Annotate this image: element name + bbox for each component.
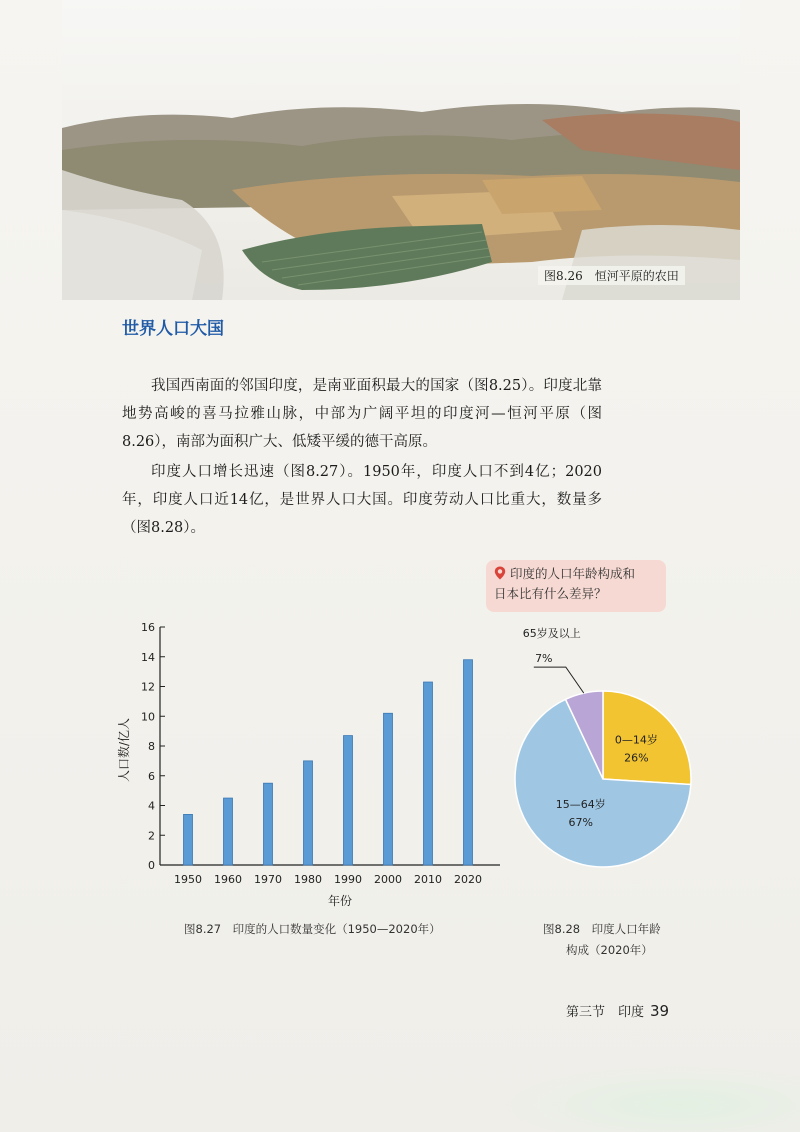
y-tick-label: 10: [141, 710, 155, 724]
question-line-1: 印度的人口年龄构成和: [510, 566, 636, 581]
question-callout: [486, 560, 666, 612]
population-bar-chart: [100, 615, 510, 915]
slice-value: 67%: [568, 815, 593, 829]
slice-value: 26%: [624, 751, 649, 765]
bar: [424, 682, 433, 865]
age-structure-pie-chart: [505, 625, 705, 895]
x-axis-label: 年份: [327, 894, 353, 908]
pie-caption-line-1: 图8.28 印度人口年龄: [543, 922, 661, 936]
y-tick-label: 4: [148, 799, 155, 813]
footer-section: 第三节 印度: [566, 1005, 645, 1020]
x-tick-label: 2010: [414, 873, 442, 886]
x-tick-label: 1990: [334, 873, 362, 886]
paragraph: 印度人口增长迅速（图8.27）。1950年，印度人口不到4亿；2020年，印度人口近14亿，是世界人口大国。印度劳动人口比重大，数量多（图8.28）。: [122, 464, 602, 536]
location-pin-icon: [494, 566, 506, 580]
slice-label: 0—14岁: [614, 733, 658, 747]
leader-line: [534, 667, 584, 693]
section-heading: 世界人口大国: [122, 319, 224, 339]
bar: [264, 783, 273, 865]
y-tick-label: 0: [148, 859, 155, 872]
bar: [344, 736, 353, 865]
y-tick-label: 2: [148, 829, 155, 843]
y-tick-label: 14: [141, 650, 155, 664]
y-tick-label: 16: [141, 621, 155, 634]
x-tick-label: 2020: [454, 873, 482, 886]
photo-glare: [500, 1064, 800, 1132]
farmland-photo: [62, 0, 740, 300]
bar: [384, 713, 393, 865]
page-footer: [566, 1001, 669, 1020]
figure-number: 图8.26: [544, 269, 583, 283]
bar: [184, 814, 193, 865]
x-tick-label: 1960: [214, 873, 242, 886]
question-line-2: 日本比有什么差异？: [494, 586, 607, 601]
slice-label: 65岁及以上: [522, 627, 581, 641]
pie-caption-line-2: 构成（2020年）: [566, 943, 653, 957]
y-axis-label: 人口数/亿人: [117, 717, 131, 782]
body-text: [122, 372, 602, 544]
y-tick-label: 6: [148, 769, 155, 783]
bar: [304, 761, 313, 865]
paragraph: 我国西南面的邻国印度，是南亚面积最大的国家（图8.25）。印度北靠地势高峻的喜马拉雅山脉，中部为广阔平坦的印度河—恒河平原（图8.26），南部为面积广大、低矮平缓的德干高原。: [122, 378, 602, 450]
y-tick-label: 12: [141, 680, 155, 694]
x-tick-label: 1970: [254, 873, 282, 886]
bar-chart-caption: 图8.27 印度的人口数量变化（1950—2020年）: [184, 922, 441, 936]
page-number: 39: [650, 1002, 670, 1020]
slice-label: 15—64岁: [555, 797, 606, 811]
x-tick-label: 1980: [294, 873, 322, 886]
slice-value: 7%: [535, 652, 553, 666]
bar: [464, 660, 473, 865]
photo-caption: [538, 266, 685, 285]
y-tick-label: 8: [148, 740, 155, 753]
x-tick-label: 2000: [374, 873, 402, 886]
bar: [224, 798, 233, 865]
x-tick-label: 1950: [174, 873, 202, 886]
figure-title: 恒河平原的农田: [594, 269, 679, 283]
